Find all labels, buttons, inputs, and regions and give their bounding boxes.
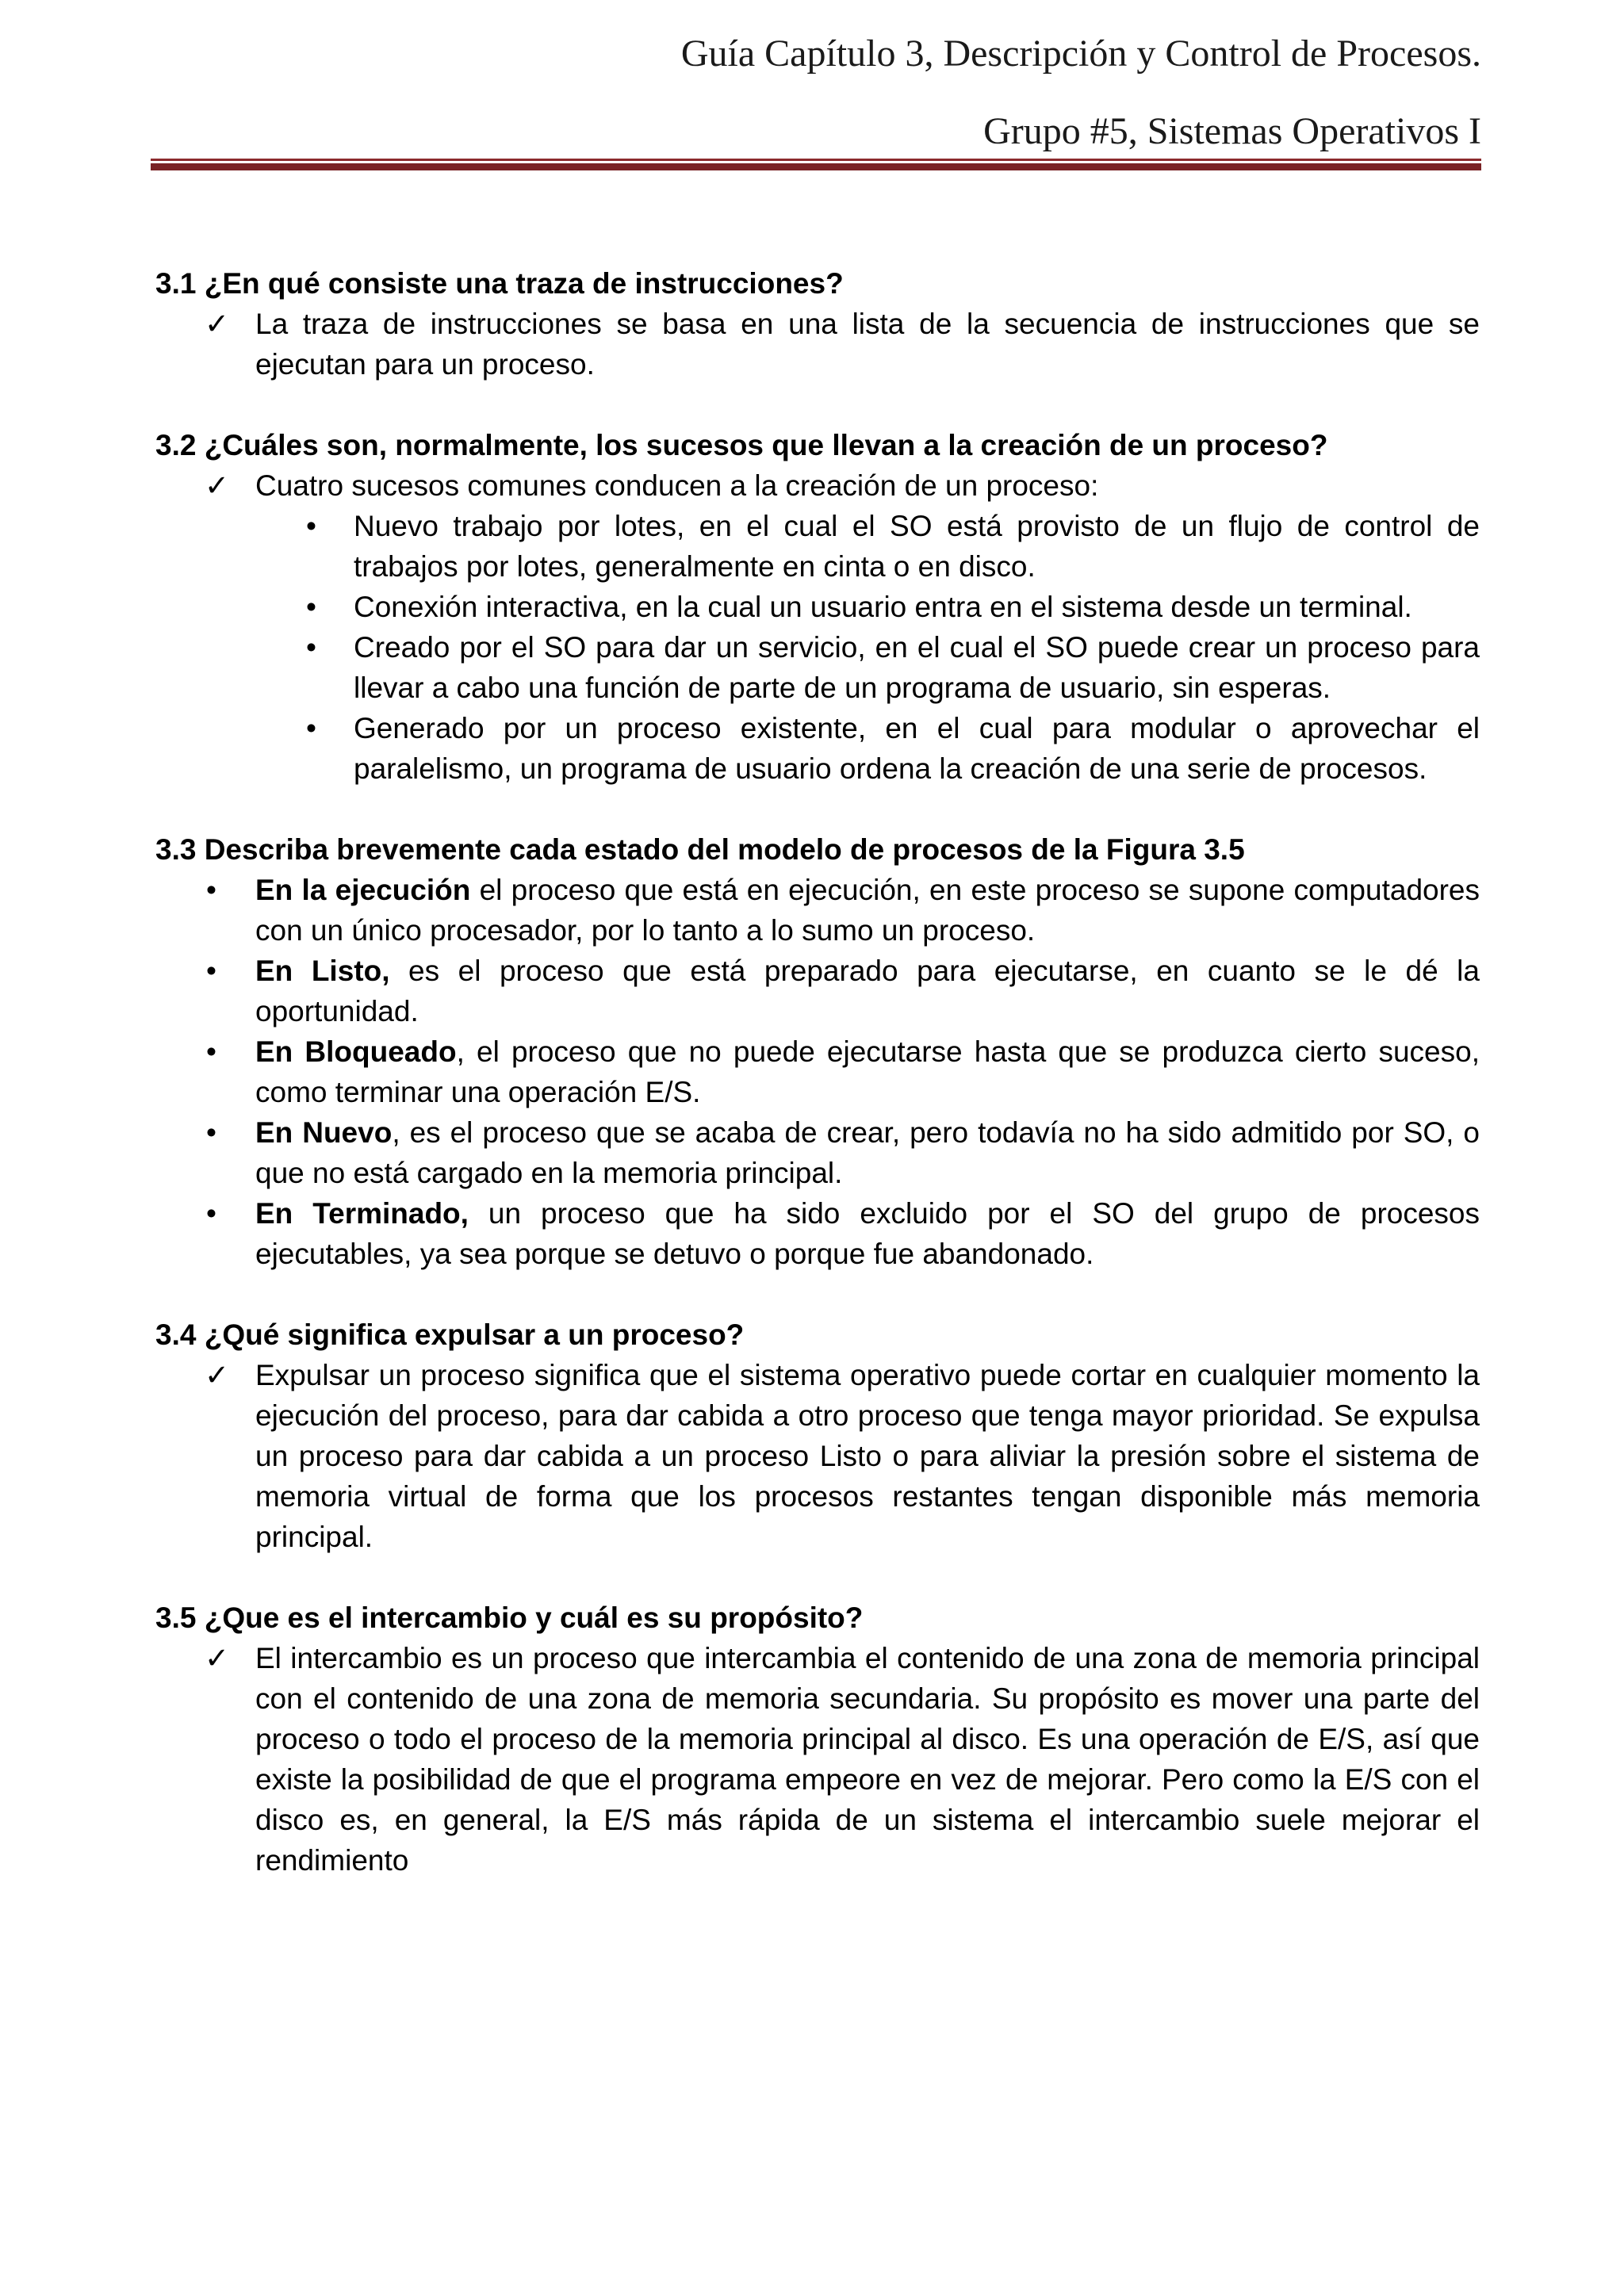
header-subtitle: Grupo #5, Sistemas Operativos I: [983, 110, 1481, 152]
answer-text: Expulsar un proceso significa que el sistema operativo puede cortar en cualquier momento la ejecución del proceso, para dar cabida a otro proceso que tenga mayor prioridad. Se expulsa un proceso para dar cabida a un proceso Listo o para aliviar la presión sobre el sistema de memoria virtual de forma que los procesos restantes tengan disponible más memoria principal.: [255, 1359, 1480, 1553]
section-3-2: [155, 425, 1480, 789]
state-item: • En Bloqueado, el proceso que no puede ejecutarse hasta que se produzca cierto suceso, como terminar una operación E/S.: [155, 1031, 1480, 1112]
header-rule-thick: [151, 163, 1481, 170]
state-item: • En Terminado, un proceso que ha sido excluido por el SO del grupo de procesos ejecutables, ya sea porque se detuvo o porque fue abandonado.: [155, 1193, 1480, 1274]
bullet-icon: •: [206, 874, 216, 906]
answer-text: El intercambio es un proceso que intercambia el contenido de una zona de memoria principal con el contenido de una zona de memoria secundaria. Su propósito es mover una parte del proceso o todo el proceso de la memoria principal al disco. Es una operación de E/S, así que existe la posibilidad de que el programa empeore en vez de mejorar. Pero como la E/S con el disco es, en general, la E/S más rápida de un sistema el intercambio suele mejorar el rendimiento: [255, 1642, 1480, 1877]
header-title: Guía Capítulo 3, Descripción y Control de Procesos.: [680, 33, 1481, 75]
list-item: • Generado por un proceso existente, en el cual para modular o aprovechar el paralelismo, un programa de usuario ordena la creación de una serie de procesos.: [354, 708, 1480, 789]
document-body: [155, 263, 1480, 1921]
bullet-icon: •: [206, 1116, 216, 1149]
answer-text: La traza de instrucciones se basa en una lista de la secuencia de instrucciones que se ejecutan para un proceso.: [255, 308, 1480, 381]
bullet-icon: •: [306, 591, 316, 623]
bullet-icon: •: [306, 510, 316, 542]
answer-item: [155, 1355, 1480, 1557]
checkmark-icon: ✓: [205, 1642, 230, 1674]
bullet-icon: •: [206, 1197, 216, 1230]
state-item: • En Listo, es el proceso que está preparado para ejecutarse, en cuanto se le dé la oportunidad.: [155, 951, 1480, 1031]
question-title: 3.3 Describa brevemente cada estado del modelo de procesos de la Figura 3.5: [155, 833, 1245, 866]
state-item: • En la ejecución el proceso que está en ejecución, en este proceso se supone computadores con un único procesador, por lo tanto a lo sumo un proceso.: [155, 870, 1480, 951]
list-item: • Nuevo trabajo por lotes, en el cual el SO está provisto de un flujo de control de trabajos por lotes, generalmente en cinta o en disco.: [354, 506, 1480, 587]
section-3-4: [155, 1314, 1480, 1557]
answer-text: Cuatro sucesos comunes conducen a la creación de un proceso:: [255, 469, 1099, 502]
checkmark-icon: ✓: [205, 308, 230, 340]
question-title: 3.1 ¿En qué consiste una traza de instrucciones?: [155, 267, 844, 300]
bullet-icon: •: [206, 955, 216, 987]
list-item: • Conexión interactiva, en la cual un usuario entra en el sistema desde un terminal.: [354, 587, 1480, 627]
bullet-icon: •: [206, 1035, 216, 1068]
answer-item: [155, 304, 1480, 385]
answer-item: [155, 465, 1480, 506]
bullet-icon: •: [306, 631, 316, 664]
question-title: 3.5 ¿Que es el intercambio y cuál es su propósito?: [155, 1601, 864, 1634]
section-3-1: [155, 263, 1480, 385]
checkmark-icon: ✓: [205, 1359, 230, 1391]
answer-item: [155, 1638, 1480, 1881]
list-item: • Creado por el SO para dar un servicio, en el cual el SO puede crear un proceso para llevar a cabo una función de parte de un programa de usuario, sin esperas.: [354, 627, 1480, 708]
event-list: [155, 506, 1480, 789]
section-3-3: [155, 829, 1480, 1274]
bullet-icon: •: [306, 712, 316, 744]
header-rule-thin: [151, 159, 1481, 161]
state-item: • En Nuevo, es el proceso que se acaba de crear, pero todavía no ha sido admitido por SO, o que no está cargado en la memoria principal.: [155, 1112, 1480, 1193]
checkmark-icon: ✓: [205, 469, 230, 502]
question-title: 3.4 ¿Qué significa expulsar a un proceso?: [155, 1318, 745, 1351]
question-title: 3.2 ¿Cuáles son, normalmente, los sucesos que llevan a la creación de un proceso?: [155, 429, 1328, 461]
section-3-5: [155, 1598, 1480, 1881]
